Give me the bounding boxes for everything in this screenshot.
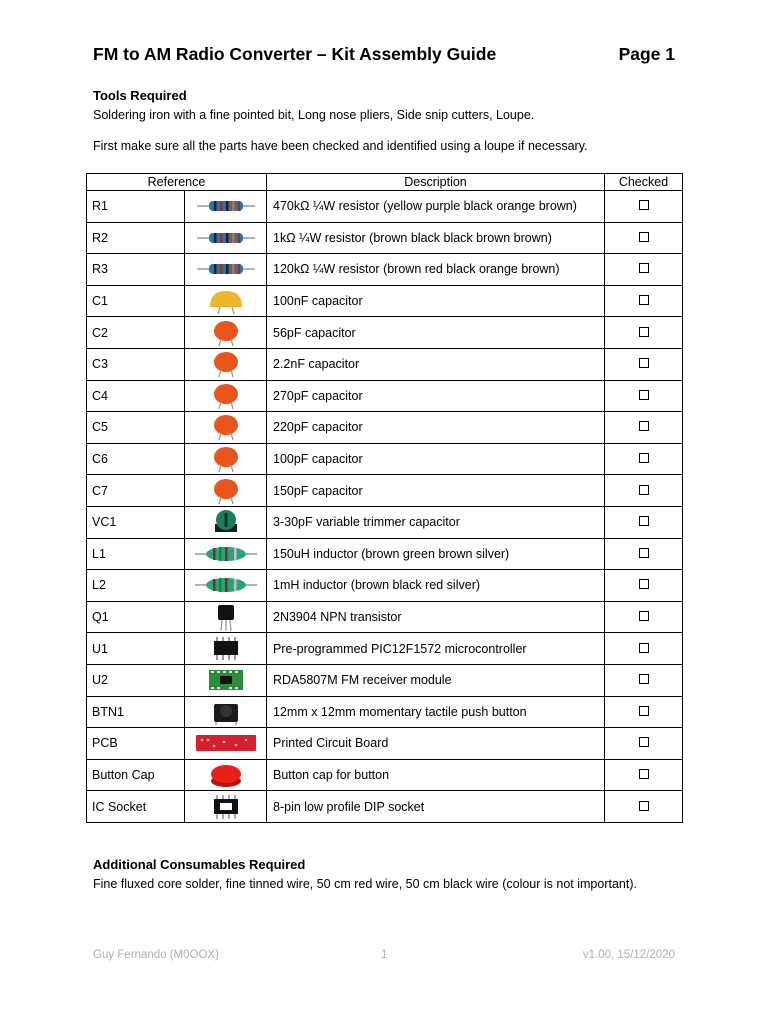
document-title: FM to AM Radio Converter – Kit Assembly Guide xyxy=(93,44,497,64)
table-row xyxy=(87,380,683,412)
part-description: 3-30pF variable trimmer capacitor xyxy=(267,506,605,538)
pcb-icon xyxy=(185,728,267,760)
part-description: 270pF capacitor xyxy=(267,380,605,412)
part-reference: C4 xyxy=(87,380,185,412)
part-reference: IC Socket xyxy=(87,791,185,823)
checked-cell xyxy=(605,506,683,538)
part-reference: R3 xyxy=(87,254,185,286)
table-row xyxy=(87,348,683,380)
parts-table xyxy=(86,173,683,823)
table-row xyxy=(87,601,683,633)
part-reference: PCB xyxy=(87,728,185,760)
part-description: 150pF capacitor xyxy=(267,475,605,507)
checked-cell xyxy=(605,317,683,349)
part-description: RDA5807M FM receiver module xyxy=(267,664,605,696)
checkbox[interactable] xyxy=(639,706,649,716)
part-reference: C2 xyxy=(87,317,185,349)
table-row xyxy=(87,317,683,349)
checked-cell xyxy=(605,443,683,475)
checkbox[interactable] xyxy=(639,358,649,368)
part-reference: BTN1 xyxy=(87,696,185,728)
disc-capacitor-icon xyxy=(185,443,267,475)
part-reference: L1 xyxy=(87,538,185,570)
part-description: Button cap for button xyxy=(267,759,605,791)
checked-cell xyxy=(605,759,683,791)
checked-cell xyxy=(605,664,683,696)
checked-cell xyxy=(605,538,683,570)
checked-cell xyxy=(605,633,683,665)
checked-cell xyxy=(605,475,683,507)
table-row xyxy=(87,443,683,475)
part-description: 2N3904 NPN transistor xyxy=(267,601,605,633)
trimmer-capacitor-icon xyxy=(185,506,267,538)
inductor-icon xyxy=(185,570,267,602)
checked-cell xyxy=(605,348,683,380)
part-description: 56pF capacitor xyxy=(267,317,605,349)
part-reference: C7 xyxy=(87,475,185,507)
checkbox[interactable] xyxy=(639,232,649,242)
checkbox[interactable] xyxy=(639,421,649,431)
part-reference: C3 xyxy=(87,348,185,380)
push-button-icon xyxy=(185,696,267,728)
part-reference: R1 xyxy=(87,191,185,223)
checkbox[interactable] xyxy=(639,579,649,589)
part-description: 100pF capacitor xyxy=(267,443,605,475)
reference-header: Reference xyxy=(87,174,267,191)
part-description: 1kΩ ¼W resistor (brown black black brown brown) xyxy=(267,222,605,254)
checked-cell xyxy=(605,570,683,602)
footer-author: Guy Fernando (M0OOX) xyxy=(93,949,219,961)
table-row xyxy=(87,728,683,760)
table-row xyxy=(87,254,683,286)
part-description: 12mm x 12mm momentary tactile push button xyxy=(267,696,605,728)
part-reference: R2 xyxy=(87,222,185,254)
resistor-icon xyxy=(185,254,267,286)
checkbox[interactable] xyxy=(639,390,649,400)
checked-cell xyxy=(605,191,683,223)
table-row xyxy=(87,664,683,696)
part-description: 220pF capacitor xyxy=(267,412,605,444)
part-description: Pre-programmed PIC12F1572 microcontroller xyxy=(267,633,605,665)
consumables-heading: Additional Consumables Required xyxy=(93,857,306,872)
part-description: 1mH inductor (brown black red silver) xyxy=(267,570,605,602)
checkbox[interactable] xyxy=(639,674,649,684)
description-header: Description xyxy=(267,174,605,191)
table-row xyxy=(87,759,683,791)
checked-cell xyxy=(605,728,683,760)
checkbox[interactable] xyxy=(639,737,649,747)
tools-text: Soldering iron with a fine pointed bit, Long nose pliers, Side snip cutters, Loupe. xyxy=(93,108,535,122)
part-reference: C6 xyxy=(87,443,185,475)
part-reference: Button Cap xyxy=(87,759,185,791)
module-icon xyxy=(185,664,267,696)
checkbox[interactable] xyxy=(639,200,649,210)
table-row xyxy=(87,570,683,602)
checked-header: Checked xyxy=(605,174,683,191)
part-reference: C5 xyxy=(87,412,185,444)
checked-cell xyxy=(605,412,683,444)
table-header-row xyxy=(87,174,683,191)
button-cap-icon xyxy=(185,759,267,791)
table-row xyxy=(87,791,683,823)
part-description: 8-pin low profile DIP socket xyxy=(267,791,605,823)
part-description: Printed Circuit Board xyxy=(267,728,605,760)
checked-cell xyxy=(605,696,683,728)
checked-cell xyxy=(605,601,683,633)
table-row xyxy=(87,285,683,317)
part-description: 120kΩ ¼W resistor (brown red black orange brown) xyxy=(267,254,605,286)
intro-text: First make sure all the parts have been checked and identified using a loupe if necessary. xyxy=(93,139,588,153)
table-row xyxy=(87,475,683,507)
part-reference: Q1 xyxy=(87,601,185,633)
checkbox[interactable] xyxy=(639,769,649,779)
checkbox[interactable] xyxy=(639,263,649,273)
table-row xyxy=(87,538,683,570)
consumables-text: Fine fluxed core solder, fine tinned wire, 50 cm red wire, 50 cm black wire (colour is not important). xyxy=(93,877,637,891)
part-reference: U1 xyxy=(87,633,185,665)
checkbox[interactable] xyxy=(639,485,649,495)
checkbox[interactable] xyxy=(639,453,649,463)
checkbox[interactable] xyxy=(639,327,649,337)
table-row xyxy=(87,506,683,538)
checkbox[interactable] xyxy=(639,548,649,558)
checked-cell xyxy=(605,222,683,254)
part-reference: VC1 xyxy=(87,506,185,538)
part-description: 100nF capacitor xyxy=(267,285,605,317)
dip-chip-icon xyxy=(185,633,267,665)
page-header xyxy=(93,44,675,68)
part-description: 150uH inductor (brown green brown silver) xyxy=(267,538,605,570)
footer-version: v1.00, 15/12/2020 xyxy=(582,949,675,961)
disc-capacitor-icon xyxy=(185,317,267,349)
checkbox[interactable] xyxy=(639,643,649,653)
checkbox[interactable] xyxy=(639,611,649,621)
table-row xyxy=(87,222,683,254)
part-description: 470kΩ ¼W resistor (yellow purple black orange brown) xyxy=(267,191,605,223)
checked-cell xyxy=(605,380,683,412)
table-row xyxy=(87,696,683,728)
resistor-icon xyxy=(185,191,267,223)
part-reference: U2 xyxy=(87,664,185,696)
tools-heading: Tools Required xyxy=(93,88,187,103)
table-row xyxy=(87,191,683,223)
table-row xyxy=(87,633,683,665)
checkbox[interactable] xyxy=(639,516,649,526)
disc-capacitor-icon xyxy=(185,475,267,507)
part-description: 2.2nF capacitor xyxy=(267,348,605,380)
checked-cell xyxy=(605,254,683,286)
table-row xyxy=(87,412,683,444)
disc-capacitor-icon xyxy=(185,412,267,444)
transistor-icon xyxy=(185,601,267,633)
part-reference: C1 xyxy=(87,285,185,317)
ic-socket-icon xyxy=(185,791,267,823)
checkbox[interactable] xyxy=(639,295,649,305)
parts-table-body xyxy=(87,191,683,823)
inductor-icon xyxy=(185,538,267,570)
checkbox[interactable] xyxy=(639,801,649,811)
checked-cell xyxy=(605,791,683,823)
resistor-icon xyxy=(185,222,267,254)
page-label: Page 1 xyxy=(618,44,675,64)
disc-capacitor-icon xyxy=(185,380,267,412)
checked-cell xyxy=(605,285,683,317)
footer-page-number: 1 xyxy=(381,949,388,961)
disc-capacitor-icon xyxy=(185,348,267,380)
part-reference: L2 xyxy=(87,570,185,602)
ceramic-capacitor-icon xyxy=(185,285,267,317)
